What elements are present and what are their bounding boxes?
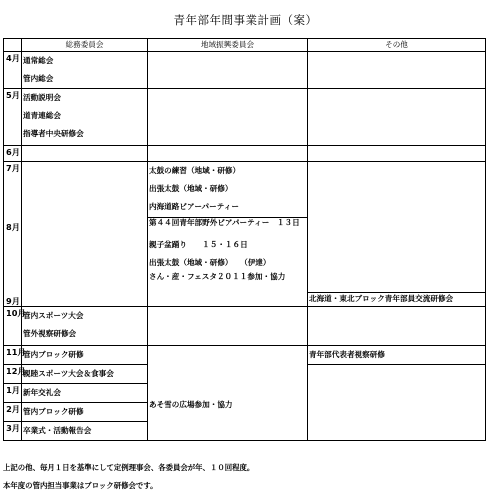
table-row [4,52,486,89]
chiiki-cell [148,162,308,218]
list-item: 管外視察研修会 [23,329,77,338]
table-row [4,346,486,365]
chiiki-cell-winter [148,346,308,441]
month-cell: 2月 [4,403,22,422]
list-item: 管内ブロック研修 [23,350,84,359]
page-title: 青年部年間事業計画（案） [173,13,318,27]
other-cell [308,365,486,441]
chiiki-cell [148,293,308,307]
table-row [4,162,486,218]
soumu-cell [22,52,148,89]
footer-note-1: 上記の他、毎月１日を基準にして定例理事会、各委員会が年、１０回程度。 [3,463,255,472]
other-cell [308,346,486,365]
soumu-cell [22,293,148,307]
list-item: 管内スポーツ大会 [23,311,84,320]
table-row [4,293,486,307]
list-item: 親子盆踊り １５・１６日 [149,240,248,249]
header-chiiki: 地域振興委員会 [148,39,308,52]
list-item: 道青連総会 [23,111,61,120]
other-cell [308,52,486,89]
list-item: 第４４回青年部野外ビアパーティー １３日 [149,218,300,227]
other-cell [308,293,486,307]
chiiki-cell [148,307,308,346]
list-item: 出張太鼓（地域・研修） [149,184,233,193]
header-soumu: 総務委員会 [22,39,148,52]
list-item: 北海道・東北ブロック青年部員交流研修会 [309,294,454,303]
list-item: さん・産・フェスタ２０１１参加・協力 [149,272,286,281]
month-cell: 6月 [4,146,22,162]
chiiki-cell [148,89,308,146]
month-cell: 9月 [4,293,22,307]
other-cell [308,162,486,218]
other-cell [308,218,486,293]
soumu-cell [22,422,148,441]
month-label: 8月 [6,221,20,232]
header-other: その他 [308,39,486,52]
list-item: 活動説明会 [23,93,61,102]
list-item: あそ雪の広場参加・協力 [149,400,233,409]
month-cell: 3月 [4,422,22,441]
table-row [4,146,486,162]
chiiki-cell [148,52,308,89]
list-item: 太鼓の練習（地域・研修） [149,166,241,175]
table-row [4,89,486,146]
soumu-cell [22,146,148,162]
list-item: 管内ブロック研修 [23,407,84,416]
list-item: 親睦スポーツ大会＆食事会 [23,369,114,378]
other-cell [308,89,486,146]
table-row [4,218,486,293]
month-cell: 1月 [4,384,22,403]
list-item: 内海道路ビアーパーティー [149,202,239,211]
list-item: 管内総会 [23,74,54,83]
soumu-cell [22,365,148,384]
month-cell: 7月 [4,162,22,218]
soumu-cell [22,384,148,403]
chiiki-cell [148,218,308,293]
list-item: 指導者中央研修会 [23,129,84,138]
list-item: 通常総会 [23,56,54,65]
header-month [4,39,22,52]
list-item: 青年部代表者視察研修 [309,350,385,359]
soumu-cell [22,89,148,146]
header-row [4,39,486,52]
soumu-cell [22,162,148,218]
month-cell: 12月 [4,365,22,384]
chiiki-cell [148,146,308,162]
list-item: 卒業式・活動報告会 [23,426,92,435]
month-cell: 11月 [4,346,22,365]
month-cell: 5月 [4,89,22,146]
soumu-cell [22,403,148,422]
annual-plan-table [3,38,486,441]
soumu-cell [22,307,148,346]
list-item: 出張太鼓（地域・研修） （伊達） [149,258,271,267]
soumu-cell [22,218,148,293]
month-cell: 4月 [4,52,22,89]
month-cell: 10月 [4,307,22,346]
table-row [4,307,486,346]
month-cell [4,218,22,293]
footer-note-2: 本年度の管内担当事業はブロック研修会です。 [3,481,158,490]
list-item: 新年交礼会 [23,388,61,397]
soumu-cell [22,346,148,365]
other-cell [308,146,486,162]
other-cell [308,307,486,346]
